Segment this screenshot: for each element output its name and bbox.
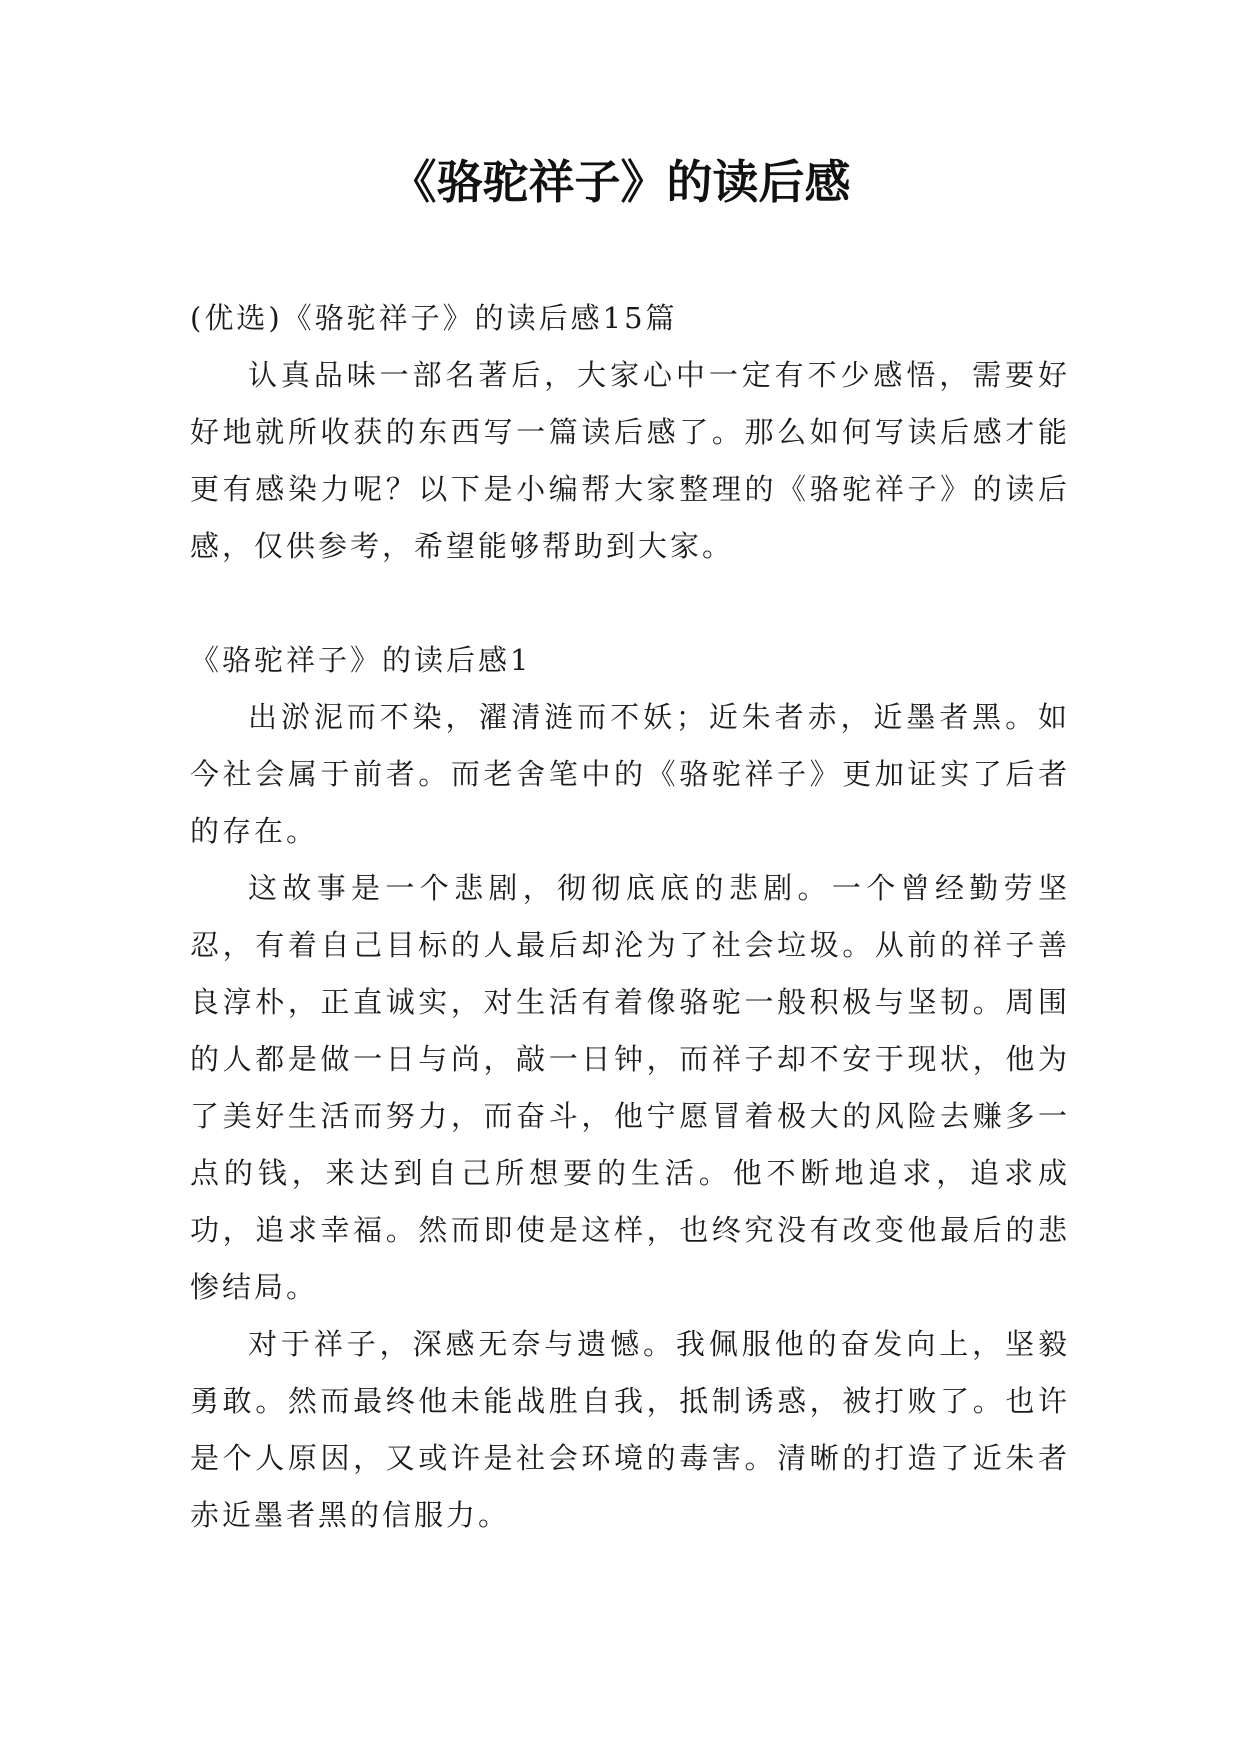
document-subtitle: (优选)《骆驼祥子》的读后感15篇 bbox=[190, 301, 678, 335]
document-title: 《骆驼祥子》的读后感 bbox=[390, 155, 851, 209]
spacer bbox=[190, 575, 1070, 632]
intro-paragraph: 认真品味一部名著后，大家心中一定有不少感悟，需要好好地就所收获的东西写一篇读后感了。那么如何写读后感才能更有感染力呢？以下是小编帮大家整理的《骆驼祥子》的读后感，仅供参考，希望能够帮助到大家。 bbox=[190, 358, 1070, 563]
section-heading: 《骆驼祥子》的读后感1 bbox=[190, 643, 532, 677]
document-body bbox=[190, 290, 1070, 1544]
body-paragraph-3: 对于祥子，深感无奈与遗憾。我佩服他的奋发向上，坚毅勇敢。然而最终他未能战胜自我，抵制诱惑，被打败了。也许是个人原因，又或许是社会环境的毒害。清晰的打造了近朱者赤近墨者黑的信服力。 bbox=[190, 1327, 1070, 1532]
body-paragraph-1: 出淤泥而不染，濯清涟而不妖；近朱者赤，近墨者黑。如今社会属于前者。而老舍笔中的《骆驼祥子》更加证实了后者的存在。 bbox=[190, 700, 1070, 848]
body-paragraph-2: 这故事是一个悲剧，彻彻底底的悲剧。一个曾经勤劳坚忍，有着自己目标的人最后却沦为了社会垃圾。从前的祥子善良淳朴，正直诚实，对生活有着像骆驼一般积极与坚韧。周围的人都是做一日与尚，敲一日钟，而祥子却不安于现状，他为了美好生活而努力，而奋斗，他宁愿冒着极大的风险去赚多一点的钱，来达到自己所想要的生活。他不断地追求，追求成功，追求幸福。然而即使是这样，也终究没有改变他最后的悲惨结局。 bbox=[190, 871, 1070, 1304]
